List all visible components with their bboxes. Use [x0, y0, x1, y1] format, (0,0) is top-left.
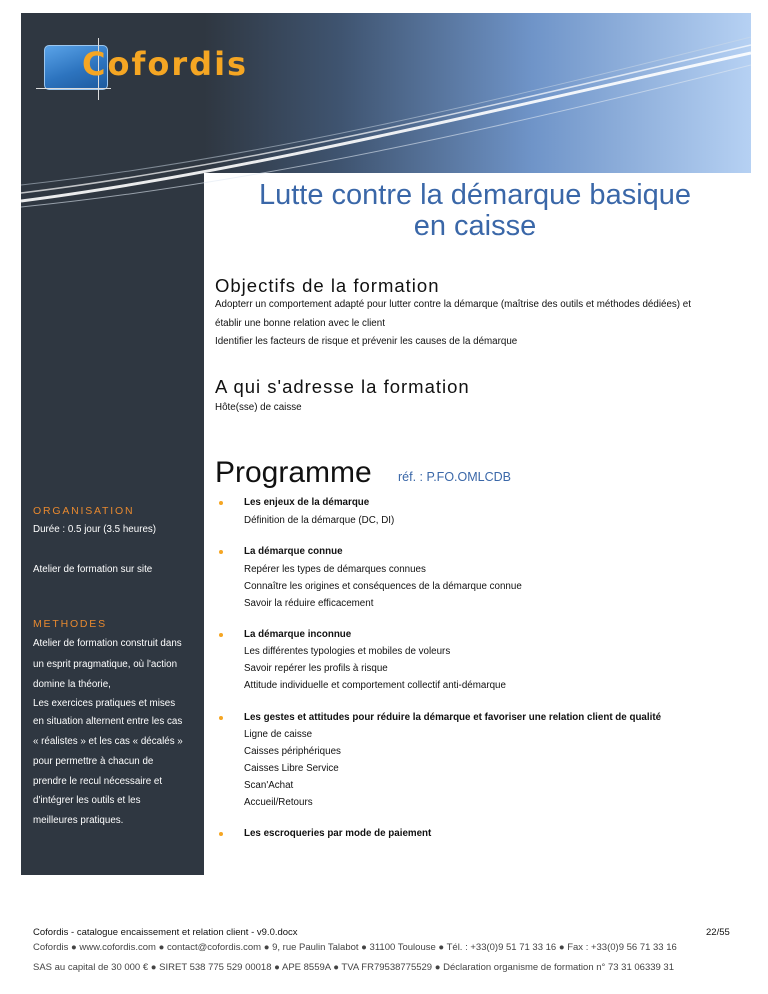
methodes-line: pour permettre à chacun de: [33, 756, 154, 767]
methodes-line: d'intégrer les outils et les: [33, 795, 141, 806]
methodes-line: un esprit pragmatique, où l'action: [33, 659, 178, 670]
programme-section-title: Les enjeux de la démarque: [244, 497, 370, 508]
public-text: Hôte(sse) de caisse: [215, 402, 302, 413]
footer-document-name: Cofordis - catalogue encaissement et relation client - v9.0.docx: [33, 927, 298, 938]
programme-item: Caisses Libre Service: [244, 763, 339, 774]
footer-contact-line: Cofordis ● www.cofordis.com ● contact@cofordis.com ● 9, rue Paulin Talabot ● 31100 Toulouse ● Tél. : +33(0)9 51 71 33 16 ● Fax : +33(0)9 56 71 33 16: [33, 942, 677, 953]
programme-item: Connaître les origines et conséquences de la démarque connue: [244, 581, 522, 592]
programme-item: Scan'Achat: [244, 780, 294, 791]
programme-item: Caisses périphériques: [244, 746, 341, 757]
methodes-line: domine la théorie,: [33, 679, 111, 690]
programme-item: Savoir repérer les profils à risque: [244, 663, 388, 674]
bullet-icon: [219, 832, 223, 836]
methodes-line: meilleures pratiques.: [33, 815, 124, 826]
methodes-line: prendre le recul nécessaire et: [33, 776, 163, 787]
bullet-icon: [219, 716, 223, 720]
programme-item: Les différentes typologies et mobiles de voleurs: [244, 646, 451, 657]
document-title-line1: Lutte contre la démarque basique: [258, 179, 692, 211]
methodes-line: « réalistes » et les cas « décalés »: [33, 736, 183, 747]
objectifs-line: Adopterr un comportement adapté pour lutter contre la démarque (maîtrise des outils et méthodes dédiées) et: [215, 299, 691, 310]
programme-section-title: Les gestes et attitudes pour réduire la démarque et favoriser une relation client de qualité: [244, 712, 662, 723]
programme-reference: réf. : P.FO.OMLCDB: [398, 470, 511, 484]
footer-legal-line: SAS au capital de 30 000 € ● SIRET 538 775 529 00018 ● APE 8559A ● TVA FR79538775529 ● Déclaration organisme de formation n° 73 31 06339 31: [33, 962, 674, 973]
public-heading: A qui s'adresse la formation: [215, 376, 470, 397]
organisation-line: Atelier de formation sur site: [33, 564, 153, 575]
footer-page-number: 22/55: [706, 927, 730, 938]
document-title-line2: en caisse: [413, 210, 537, 242]
document-title: [215, 180, 735, 242]
programme-item: Accueil/Retours: [244, 797, 313, 808]
methodes-line: en situation alternent entre les cas: [33, 716, 183, 727]
methodes-heading: METHODES: [33, 618, 107, 630]
programme-section-title: Les escroqueries par mode de paiement: [244, 828, 432, 839]
programme-item: Savoir la réduire efficacement: [244, 598, 374, 609]
objectifs-heading: Objectifs de la formation: [215, 275, 440, 296]
methodes-line: Les exercices pratiques et mises: [33, 698, 176, 709]
organisation-line: Durée : 0.5 jour (3.5 heures): [33, 524, 157, 535]
bullet-icon: [219, 501, 223, 505]
bullet-icon: [219, 550, 223, 554]
programme-item: Définition de la démarque (DC, DI): [244, 515, 395, 526]
programme-heading: Programme: [215, 456, 372, 489]
logo-text: Cofordis: [82, 45, 249, 83]
methodes-line: Atelier de formation construit dans: [33, 638, 182, 649]
programme-section-title: La démarque connue: [244, 546, 343, 557]
programme-item: Repérer les types de démarques connues: [244, 564, 426, 575]
programme-item: Ligne de caisse: [244, 729, 313, 740]
logo-crosshair-horizontal: [36, 88, 111, 89]
organisation-heading: ORGANISATION: [33, 505, 135, 517]
objectifs-line: Identifier les facteurs de risque et prévenir les causes de la démarque: [215, 336, 518, 347]
programme-item: Attitude individuelle et comportement collectif anti-démarque: [244, 680, 506, 691]
programme-section-title: La démarque inconnue: [244, 629, 352, 640]
bullet-icon: [219, 633, 223, 637]
objectifs-line: établir une bonne relation avec le client: [215, 318, 385, 329]
